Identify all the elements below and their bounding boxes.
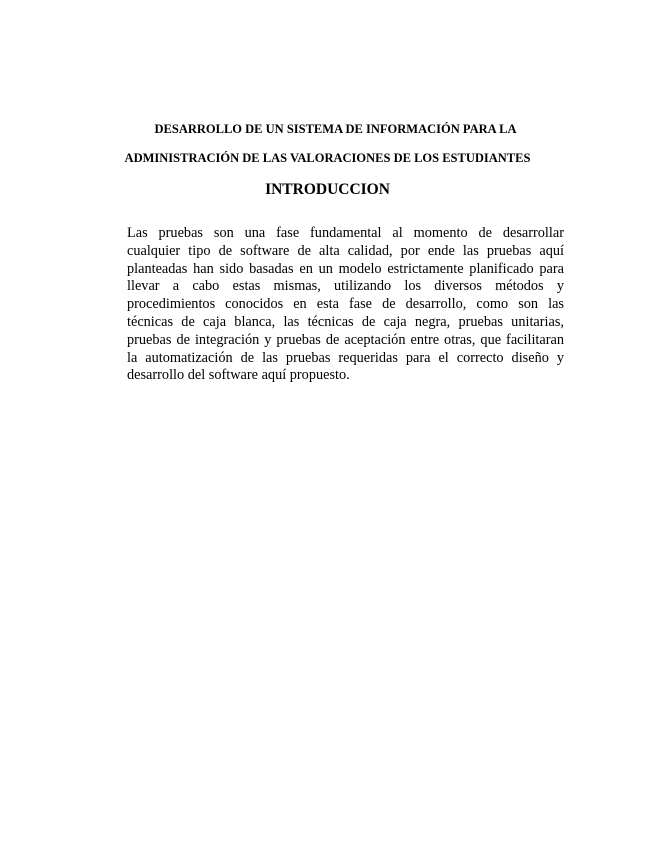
document-title-line-2: ADMINISTRACIÓN DE LAS VALORACIONES DE LOS ESTUDIANTES [124, 151, 531, 165]
paragraph-line: pruebas de integración y pruebas de aceptación entre otras, que facilitaran [127, 331, 564, 348]
document-title-line-1: DESARROLLO DE UN SISTEMA DE INFORMACIÓN PARA LA [154, 122, 517, 136]
paragraph-line: Las pruebas son una fase fundamental al momento de desarrollar [127, 225, 564, 241]
paragraph-line: técnicas de caja blanca, las técnicas de caja negra, pruebas unitarias, [127, 313, 564, 330]
paragraph-line: planteadas han sido basadas en un modelo estrictamente planificado para [127, 260, 564, 277]
introduction-paragraph [127, 225, 564, 385]
section-heading: INTRODUCCION [265, 181, 390, 198]
paragraph-line: la automatización de las pruebas requeridas para el correcto diseño y [127, 349, 564, 366]
paragraph-line: cualquier tipo de software de alta calidad, por ende las pruebas aquí [127, 242, 564, 259]
paragraph-line: procedimientos conocidos en esta fase de desarrollo, como son las [127, 296, 564, 313]
paragraph-line: desarrollo del software aquí propuesto. [127, 367, 350, 384]
paragraph-line: llevar a cabo estas mismas, utilizando los diversos métodos y [127, 278, 564, 295]
